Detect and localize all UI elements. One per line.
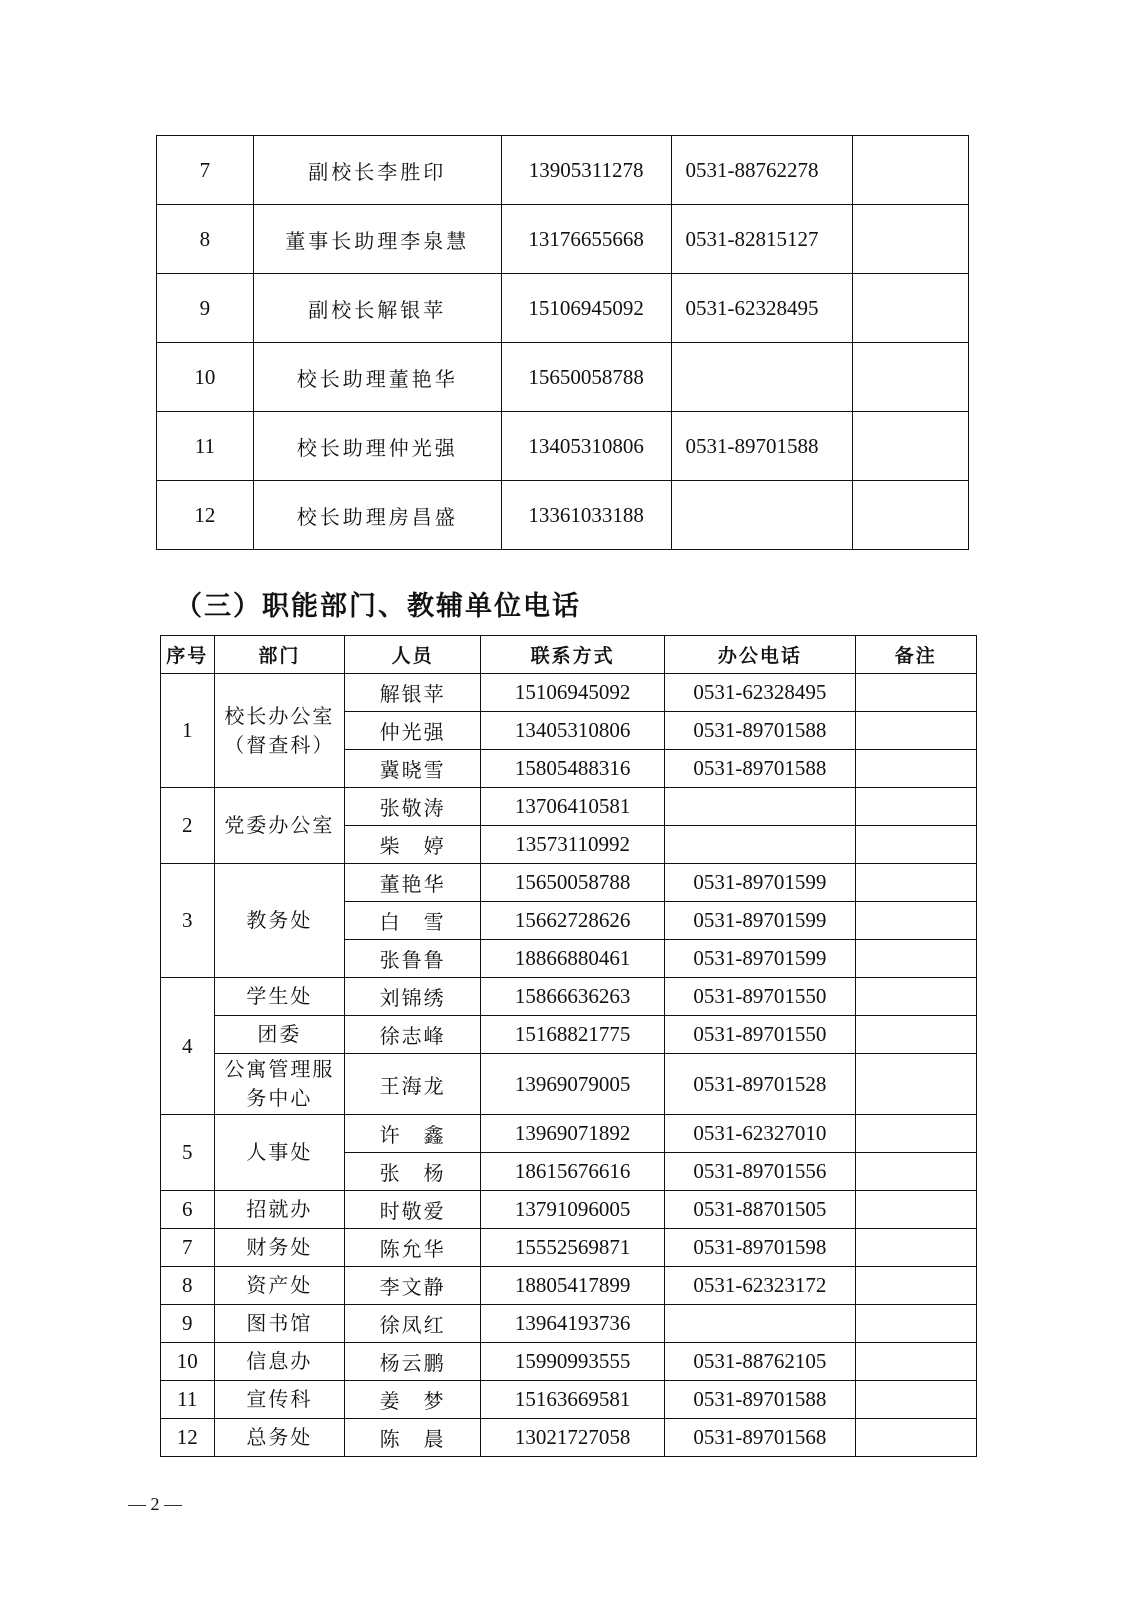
note-cell [855, 788, 976, 826]
note-cell [855, 978, 976, 1016]
mobile-number: 15106945092 [481, 674, 665, 712]
person-name: 李文静 [345, 1267, 481, 1305]
office-phone [671, 343, 852, 412]
mobile-number: 15990993555 [481, 1343, 665, 1381]
mobile-number: 15650058788 [501, 343, 671, 412]
note-cell [855, 1419, 976, 1457]
leader-name: 副校长李胜印 [253, 136, 501, 205]
person-name: 冀晓雪 [345, 750, 481, 788]
note-cell [852, 481, 968, 550]
mobile-number: 15168821775 [481, 1016, 665, 1054]
office-phone: 0531-89701599 [665, 902, 855, 940]
table-row [161, 674, 977, 712]
mobile-number: 15866636263 [481, 978, 665, 1016]
person-name: 仲光强 [345, 712, 481, 750]
department-name: 校长办公室（督查科） [214, 674, 345, 788]
mobile-number: 18615676616 [481, 1153, 665, 1191]
table-row [161, 1191, 977, 1229]
office-phone: 0531-88701505 [665, 1191, 855, 1229]
group-index: 10 [161, 1343, 215, 1381]
mobile-number: 13021727058 [481, 1419, 665, 1457]
note-cell [855, 1305, 976, 1343]
office-phone: 0531-89701599 [665, 940, 855, 978]
department-name: 团委 [214, 1016, 345, 1054]
leader-name: 校长助理房昌盛 [253, 481, 501, 550]
person-name: 刘锦绣 [345, 978, 481, 1016]
mobile-number: 15662728626 [481, 902, 665, 940]
mobile-number: 15552569871 [481, 1229, 665, 1267]
note-cell [855, 1054, 976, 1115]
person-name: 姜 梦 [345, 1381, 481, 1419]
person-name: 徐凤红 [345, 1305, 481, 1343]
department-name: 教务处 [214, 864, 345, 978]
office-phone: 0531-89701588 [665, 1381, 855, 1419]
leader-name: 校长助理董艳华 [253, 343, 501, 412]
note-cell [855, 1191, 976, 1229]
mobile-number: 13964193736 [481, 1305, 665, 1343]
office-phone: 0531-88762105 [665, 1343, 855, 1381]
office-phone: 0531-89701550 [665, 1016, 855, 1054]
header-mobile: 联系方式 [481, 636, 665, 674]
leadership-contact-table [156, 135, 969, 550]
table-row [161, 1419, 977, 1457]
office-phone: 0531-62328495 [671, 274, 852, 343]
row-index: 12 [157, 481, 254, 550]
office-phone: 0531-89701550 [665, 978, 855, 1016]
table-row [161, 1381, 977, 1419]
leader-name: 董事长助理李泉慧 [253, 205, 501, 274]
row-index: 7 [157, 136, 254, 205]
group-index: 9 [161, 1305, 215, 1343]
note-cell [855, 1115, 976, 1153]
table-row [161, 978, 977, 1016]
mobile-number: 13969079005 [481, 1054, 665, 1115]
table-row [161, 864, 977, 902]
department-name: 招就办 [214, 1191, 345, 1229]
table-row [161, 1267, 977, 1305]
table-row [157, 343, 969, 412]
header-note: 备注 [855, 636, 976, 674]
office-phone: 0531-62327010 [665, 1115, 855, 1153]
group-index: 7 [161, 1229, 215, 1267]
office-phone: 0531-89701588 [665, 750, 855, 788]
note-cell [852, 343, 968, 412]
header-department: 部门 [214, 636, 345, 674]
department-name: 图书馆 [214, 1305, 345, 1343]
office-phone: 0531-89701598 [665, 1229, 855, 1267]
office-phone: 0531-82815127 [671, 205, 852, 274]
row-index: 8 [157, 205, 254, 274]
department-name: 财务处 [214, 1229, 345, 1267]
table-row [157, 274, 969, 343]
office-phone [665, 826, 855, 864]
person-name: 杨云鹏 [345, 1343, 481, 1381]
note-cell [855, 712, 976, 750]
note-cell [855, 1016, 976, 1054]
mobile-number: 13405310806 [501, 412, 671, 481]
mobile-number: 13361033188 [501, 481, 671, 550]
note-cell [855, 902, 976, 940]
table-row [161, 1229, 977, 1267]
mobile-number: 13706410581 [481, 788, 665, 826]
leader-name: 校长助理仲光强 [253, 412, 501, 481]
mobile-number: 13573110992 [481, 826, 665, 864]
department-name: 人事处 [214, 1115, 345, 1191]
table-row [161, 1016, 977, 1054]
office-phone: 0531-89701599 [665, 864, 855, 902]
header-index: 序号 [161, 636, 215, 674]
office-phone: 0531-62328495 [665, 674, 855, 712]
row-index: 11 [157, 412, 254, 481]
table-row [157, 205, 969, 274]
department-name: 宣传科 [214, 1381, 345, 1419]
group-index: 2 [161, 788, 215, 864]
office-phone [665, 1305, 855, 1343]
person-name: 张 杨 [345, 1153, 481, 1191]
mobile-number: 18866880461 [481, 940, 665, 978]
office-phone: 0531-89701556 [665, 1153, 855, 1191]
group-index: 6 [161, 1191, 215, 1229]
note-cell [855, 750, 976, 788]
department-name: 信息办 [214, 1343, 345, 1381]
note-cell [855, 826, 976, 864]
mobile-number: 15805488316 [481, 750, 665, 788]
note-cell [855, 674, 976, 712]
table-row [161, 1054, 977, 1115]
department-name: 学生处 [214, 978, 345, 1016]
person-name: 白 雪 [345, 902, 481, 940]
row-index: 9 [157, 274, 254, 343]
table-row [161, 1115, 977, 1153]
person-name: 陈 晨 [345, 1419, 481, 1457]
note-cell [852, 136, 968, 205]
mobile-number: 15163669581 [481, 1381, 665, 1419]
table-row [161, 788, 977, 826]
office-phone: 0531-88762278 [671, 136, 852, 205]
office-phone [665, 788, 855, 826]
note-cell [855, 940, 976, 978]
office-phone: 0531-89701588 [665, 712, 855, 750]
leader-name: 副校长解银苹 [253, 274, 501, 343]
group-index: 1 [161, 674, 215, 788]
office-phone: 0531-62323172 [665, 1267, 855, 1305]
office-phone [671, 481, 852, 550]
mobile-number: 13176655668 [501, 205, 671, 274]
note-cell [855, 1381, 976, 1419]
person-name: 王海龙 [345, 1054, 481, 1115]
note-cell [852, 205, 968, 274]
person-name: 时敬爱 [345, 1191, 481, 1229]
department-name: 党委办公室 [214, 788, 345, 864]
table-row [161, 1305, 977, 1343]
person-name: 陈允华 [345, 1229, 481, 1267]
person-name: 徐志峰 [345, 1016, 481, 1054]
note-cell [855, 1343, 976, 1381]
group-index: 4 [161, 978, 215, 1115]
office-phone: 0531-89701568 [665, 1419, 855, 1457]
person-name: 许 鑫 [345, 1115, 481, 1153]
header-person: 人员 [345, 636, 481, 674]
department-name: 资产处 [214, 1267, 345, 1305]
group-index: 8 [161, 1267, 215, 1305]
table-row [157, 136, 969, 205]
mobile-number: 13905311278 [501, 136, 671, 205]
mobile-number: 13969071892 [481, 1115, 665, 1153]
mobile-number: 15650058788 [481, 864, 665, 902]
mobile-number: 15106945092 [501, 274, 671, 343]
group-index: 12 [161, 1419, 215, 1457]
page-number: — 2 — [128, 1494, 182, 1514]
note-cell [855, 864, 976, 902]
note-cell [855, 1267, 976, 1305]
row-index: 10 [157, 343, 254, 412]
department-name: 总务处 [214, 1419, 345, 1457]
note-cell [855, 1229, 976, 1267]
group-index: 3 [161, 864, 215, 978]
group-index: 5 [161, 1115, 215, 1191]
note-cell [855, 1153, 976, 1191]
note-cell [852, 274, 968, 343]
table-row [157, 412, 969, 481]
person-name: 张敬涛 [345, 788, 481, 826]
mobile-number: 13405310806 [481, 712, 665, 750]
person-name: 董艳华 [345, 864, 481, 902]
office-phone: 0531-89701528 [665, 1054, 855, 1115]
table-row [161, 1343, 977, 1381]
table-header-row [161, 636, 977, 674]
department-contact-table [160, 635, 977, 1457]
person-name: 柴 婷 [345, 826, 481, 864]
note-cell [852, 412, 968, 481]
mobile-number: 13791096005 [481, 1191, 665, 1229]
mobile-number: 18805417899 [481, 1267, 665, 1305]
person-name: 解银苹 [345, 674, 481, 712]
office-phone: 0531-89701588 [671, 412, 852, 481]
person-name: 张鲁鲁 [345, 940, 481, 978]
group-index: 11 [161, 1381, 215, 1419]
table-row [157, 481, 969, 550]
header-office-phone: 办公电话 [665, 636, 855, 674]
department-name: 公寓管理服务中心 [214, 1054, 345, 1115]
section-heading: （三）职能部门、教辅单位电话 [175, 591, 581, 622]
